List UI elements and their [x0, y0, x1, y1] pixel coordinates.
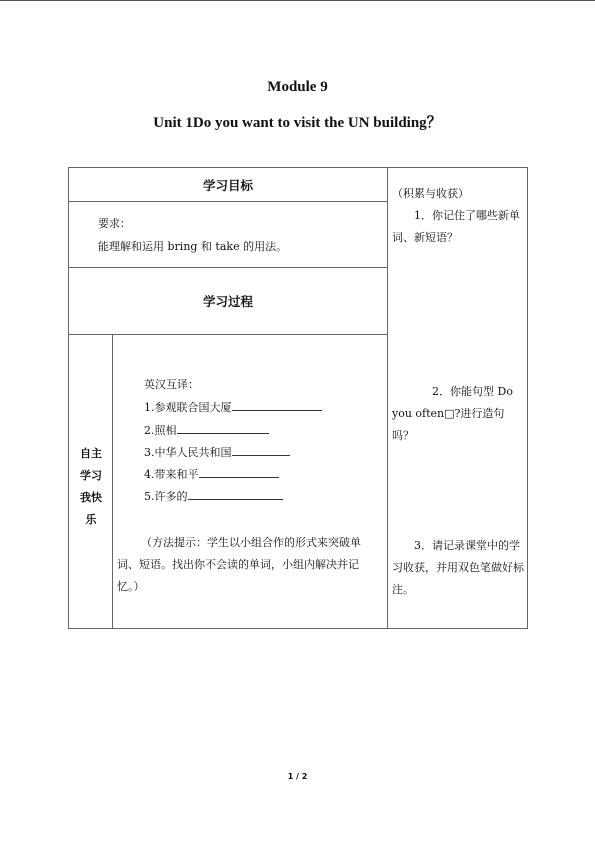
translate-item-4	[144, 465, 279, 485]
method-tip: （方法提示：学生以小组合作的形式来突破单词、短语。找出你不会读的单词，小组内解决并记忆。）	[117, 536, 361, 593]
answer-blank-4[interactable]	[199, 465, 279, 478]
table-divider-main	[387, 167, 388, 629]
translate-item-3	[144, 443, 290, 463]
translate-item-5	[144, 487, 283, 507]
section-label-line-4: 乐	[85, 513, 97, 526]
sidebar-question-2: 2．你能句型 Do you often□?进行造句吗？	[392, 385, 513, 442]
section-label-line-3: 我快	[80, 491, 102, 504]
translate-item-2-text: 2.照相	[144, 424, 177, 437]
unit-title: Unit 1Do you want to visit the UN building？	[153, 115, 442, 131]
translate-item-1	[144, 398, 322, 418]
translate-item-4-text: 4.带来和平	[144, 468, 199, 481]
row-divider-2	[68, 267, 388, 268]
table-border-top	[68, 167, 527, 168]
row-divider-1	[68, 201, 388, 202]
section-label-line-1: 自主	[80, 447, 102, 460]
sidebar-question-1: 1．你记住了哪些新单词、新短语？	[392, 209, 520, 244]
table-border-bottom	[68, 628, 527, 629]
section-label	[70, 443, 112, 531]
answer-blank-5[interactable]	[188, 487, 283, 500]
sidebar-question-3: 3．请记录课堂中的学习收获，并用双色笔做好标注。	[392, 539, 524, 596]
answer-blank-1[interactable]	[232, 398, 322, 411]
translate-item-5-text: 5.许多的	[144, 490, 188, 503]
answer-blank-3[interactable]	[232, 443, 290, 456]
translate-label: 英汉互译：	[144, 378, 199, 391]
top-rule	[0, 0, 595, 1]
page-number: 1 / 2	[287, 772, 308, 781]
process-title: 学习过程	[202, 294, 253, 309]
goals-title: 学习目标	[202, 178, 253, 193]
translate-item-2	[144, 421, 269, 441]
section-label-line-2: 学习	[80, 469, 102, 482]
answer-blank-2[interactable]	[177, 421, 269, 434]
translate-item-1-text: 1.参观联合国大厦	[144, 401, 232, 414]
table-border-right	[527, 167, 528, 629]
module-title: Module 9	[267, 79, 328, 95]
label-column-divider	[112, 334, 113, 629]
translate-item-3-text: 3.中华人民共和国	[144, 446, 232, 459]
requirement-label: 要求：	[98, 217, 131, 230]
table-border-left	[68, 167, 69, 629]
requirement-text: 能理解和运用 bring 和 take 的用法。	[98, 240, 288, 253]
row-divider-3	[68, 334, 388, 335]
sidebar-heading: （积累与收获）	[392, 187, 469, 200]
